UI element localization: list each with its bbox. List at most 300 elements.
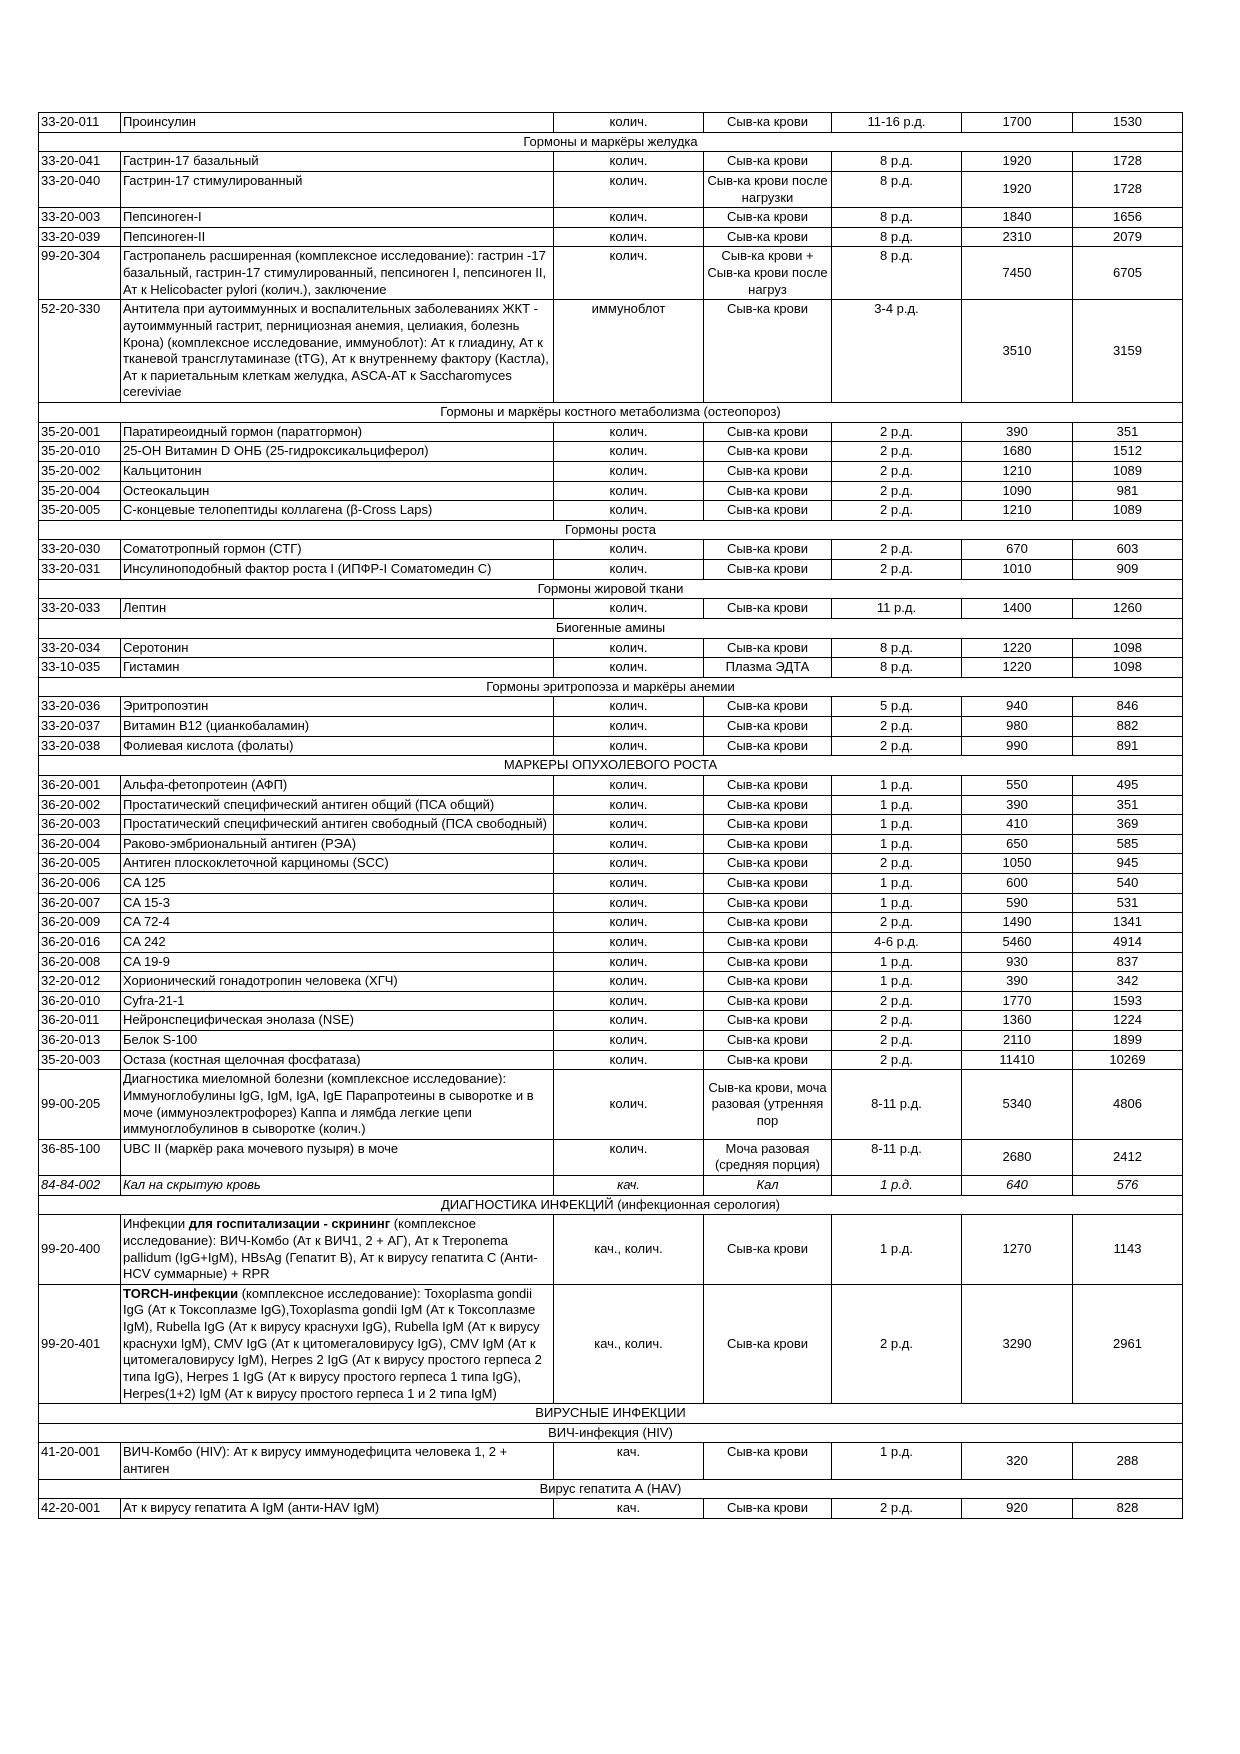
price-base: 7450 — [962, 247, 1073, 300]
test-code: 36-20-006 — [39, 874, 121, 894]
price-base: 600 — [962, 874, 1073, 894]
test-code: 36-20-004 — [39, 834, 121, 854]
test-code: 36-20-002 — [39, 795, 121, 815]
test-name: Антиген плоскоклеточной карциномы (SCC) — [121, 854, 554, 874]
test-name-prefix: Инфекции — [123, 1216, 189, 1232]
test-name-rest: (комплексное исследование): Toxoplasma gondii IgG (Ат к Токсоплазме IgG),Toxoplasma gondii IgM (Ат к Токсоплазме IgM), Rubella IgG (Ат к вирусу краснухи IgG), Rubella IgM (Ат к вирусу краснухи IgM), CMV IgG (Ат к цитомегаловирусу IgG), CMV IgM (Ат к цитомегаловирусу IgM), Herpes 2 IgG (Ат к вирусу простого герпеса 2 типа IgG), Herpes 1 IgG (Ат к вирусу простого герпеса 1 типа IgG), Herpes(1+2) IgM (Ат к вирусу простого герпеса 1 и 2 типа IgM) — [123, 1285, 542, 1401]
table-row — [39, 952, 1183, 972]
table-row — [39, 1031, 1183, 1051]
price-base: 390 — [962, 422, 1073, 442]
price-discount: 10269 — [1073, 1050, 1183, 1070]
test-method: колич. — [554, 952, 704, 972]
test-code: 36-20-008 — [39, 952, 121, 972]
test-term: 1 р.д. — [832, 815, 962, 835]
section-header — [39, 756, 1183, 776]
table-row — [39, 1011, 1183, 1031]
price-discount: 495 — [1073, 775, 1183, 795]
test-term: 2 р.д. — [832, 913, 962, 933]
test-term: 1 р.д. — [832, 1176, 962, 1196]
test-term: 2 р.д. — [832, 854, 962, 874]
test-method: колич. — [554, 815, 704, 835]
price-base: 590 — [962, 893, 1073, 913]
test-code: 99-20-401 — [39, 1284, 121, 1403]
test-name: Простатический специфический антиген свободный (ПСА свободный) — [121, 815, 554, 835]
test-code: 36-20-009 — [39, 913, 121, 933]
test-material: Сыв-ка крови — [704, 461, 832, 481]
test-method: колич. — [554, 1139, 704, 1175]
test-material: Сыв-ка крови — [704, 113, 832, 133]
price-base: 320 — [962, 1443, 1073, 1479]
test-name: Раково-эмбриональный антиген (РЭА) — [121, 834, 554, 854]
test-material: Сыв-ка крови — [704, 1499, 832, 1519]
test-name: Альфа-фетопротеин (АФП) — [121, 775, 554, 795]
price-discount: 342 — [1073, 972, 1183, 992]
test-material: Сыв-ка крови после нагрузки — [704, 171, 832, 207]
test-material: Сыв-ка крови — [704, 1011, 832, 1031]
test-method: колич. — [554, 599, 704, 619]
test-method: колич. — [554, 775, 704, 795]
test-method: колич. — [554, 113, 704, 133]
table-row — [39, 540, 1183, 560]
price-discount: 945 — [1073, 854, 1183, 874]
test-name: Нейронспецифическая энолаза (NSE) — [121, 1011, 554, 1031]
price-base: 1010 — [962, 560, 1073, 580]
price-base: 1050 — [962, 854, 1073, 874]
test-term: 2 р.д. — [832, 540, 962, 560]
test-method: колич. — [554, 152, 704, 172]
test-code: 36-20-010 — [39, 991, 121, 1011]
test-term: 2 р.д. — [832, 1050, 962, 1070]
test-code: 33-20-030 — [39, 540, 121, 560]
test-code: 33-20-033 — [39, 599, 121, 619]
test-name: CA 72-4 — [121, 913, 554, 933]
test-term: 8-11 р.д. — [832, 1070, 962, 1140]
table-row — [39, 227, 1183, 247]
price-base: 1090 — [962, 481, 1073, 501]
table-row — [39, 247, 1183, 300]
test-term: 8 р.д. — [832, 638, 962, 658]
test-method: колич. — [554, 874, 704, 894]
table-row — [39, 893, 1183, 913]
table-row — [39, 152, 1183, 172]
test-code: 33-20-038 — [39, 736, 121, 756]
test-code: 33-20-040 — [39, 171, 121, 207]
section-header — [39, 1195, 1183, 1215]
test-name: UBC II (маркёр рака мочевого пузыря) в моче — [121, 1139, 554, 1175]
test-name-highlight: TORCH-инфекции — [123, 1285, 239, 1301]
section-header — [39, 1479, 1183, 1499]
price-base: 1680 — [962, 442, 1073, 462]
test-material: Моча разовая (средняя порция) — [704, 1139, 832, 1175]
test-name: Гастропанель расширенная (комплексное исследование): гастрин -17 базальный, гастрин-17 стимулированный, пепсиноген I, пепсиноген II, Ат к Helicobacter pylori (колич.), заключение — [121, 247, 554, 300]
price-discount: 2961 — [1073, 1284, 1183, 1403]
section-title: Биогенные амины — [39, 618, 1183, 638]
test-term: 1 р.д. — [832, 775, 962, 795]
test-term: 2 р.д. — [832, 1499, 962, 1519]
test-method: колич. — [554, 540, 704, 560]
price-base: 5460 — [962, 932, 1073, 952]
test-method: колич. — [554, 932, 704, 952]
test-material: Сыв-ка крови — [704, 834, 832, 854]
table-row — [39, 795, 1183, 815]
price-base: 1220 — [962, 638, 1073, 658]
test-material: Сыв-ка крови — [704, 1215, 832, 1285]
table-row — [39, 736, 1183, 756]
price-discount: 1089 — [1073, 501, 1183, 521]
price-base: 1840 — [962, 208, 1073, 228]
test-material: Сыв-ка крови — [704, 1284, 832, 1403]
test-name: Эритропоэтин — [121, 697, 554, 717]
table-row — [39, 113, 1183, 133]
test-name: Остеокальцин — [121, 481, 554, 501]
price-discount: 1899 — [1073, 1031, 1183, 1051]
price-base: 410 — [962, 815, 1073, 835]
test-term: 2 р.д. — [832, 1031, 962, 1051]
test-name: Пепсиноген-II — [121, 227, 554, 247]
price-base: 940 — [962, 697, 1073, 717]
section-title: ВИРУСНЫЕ ИНФЕКЦИИ — [39, 1404, 1183, 1424]
table-row — [39, 1070, 1183, 1140]
test-name-rest: (комплексное исследование): ВИЧ-Комбо (Ат к ВИЧ1, 2 + АГ), Ат к Treponema pallidum (IgG+IgM), HBsAg (Гепатит В), Ат к вирусу гепатита С (Анти-HCV суммарные) + RPR — [123, 1216, 538, 1282]
table-row — [39, 834, 1183, 854]
test-name: Пепсиноген-I — [121, 208, 554, 228]
test-material: Сыв-ка крови — [704, 481, 832, 501]
test-code: 33-20-003 — [39, 208, 121, 228]
section-title: ВИЧ-инфекция (HIV) — [39, 1423, 1183, 1443]
test-term: 4-6 р.д. — [832, 932, 962, 952]
table-row — [39, 560, 1183, 580]
test-method: иммуноблот — [554, 300, 704, 403]
price-discount: 1530 — [1073, 113, 1183, 133]
test-code: 33-20-031 — [39, 560, 121, 580]
test-method: колич. — [554, 1011, 704, 1031]
table-row — [39, 442, 1183, 462]
test-name: Соматотропный гормон (СТГ) — [121, 540, 554, 560]
test-material: Сыв-ка крови — [704, 874, 832, 894]
test-code: 36-20-011 — [39, 1011, 121, 1031]
table-row — [39, 481, 1183, 501]
test-name: Простатический специфический антиген общий (ПСА общий) — [121, 795, 554, 815]
test-code: 36-20-007 — [39, 893, 121, 913]
test-method: колич. — [554, 501, 704, 521]
test-material: Сыв-ка крови — [704, 152, 832, 172]
test-method: колич. — [554, 442, 704, 462]
table-row — [39, 1499, 1183, 1519]
table-row — [39, 501, 1183, 521]
test-name: Ат к вирусу гепатита А IgM (анти-HAV IgM) — [121, 1499, 554, 1519]
test-code: 99-20-304 — [39, 247, 121, 300]
table-row — [39, 208, 1183, 228]
test-name: 25-ОН Витамин D ОНБ (25-гидроксикальциферол) — [121, 442, 554, 462]
test-name — [121, 1284, 554, 1403]
test-term: 8 р.д. — [832, 227, 962, 247]
test-code: 36-20-001 — [39, 775, 121, 795]
test-name: С-концевые телопептиды коллагена (β-Cross Laps) — [121, 501, 554, 521]
test-code: 32-20-012 — [39, 972, 121, 992]
test-name — [121, 1215, 554, 1285]
test-term: 2 р.д. — [832, 422, 962, 442]
test-code: 35-20-003 — [39, 1050, 121, 1070]
table-row — [39, 717, 1183, 737]
table-body — [39, 113, 1183, 1519]
price-discount: 1656 — [1073, 208, 1183, 228]
test-name: Остаза (костная щелочная фосфатаза) — [121, 1050, 554, 1070]
table-row — [39, 932, 1183, 952]
test-code: 33-20-037 — [39, 717, 121, 737]
test-name-highlight: для госпитализации - скрининг — [188, 1216, 391, 1232]
test-material: Сыв-ка крови + Сыв-ка крови после нагруз — [704, 247, 832, 300]
section-title: МАРКЕРЫ ОПУХОЛЕВОГО РОСТА — [39, 756, 1183, 776]
test-material: Сыв-ка крови — [704, 227, 832, 247]
price-discount: 1728 — [1073, 171, 1183, 207]
section-header — [39, 520, 1183, 540]
test-code: 36-20-013 — [39, 1031, 121, 1051]
price-base: 640 — [962, 1176, 1073, 1196]
test-term: 1 р.д. — [832, 893, 962, 913]
price-discount: 2412 — [1073, 1139, 1183, 1175]
test-material: Сыв-ка крови — [704, 952, 832, 972]
price-discount: 1089 — [1073, 461, 1183, 481]
test-code: 36-20-003 — [39, 815, 121, 835]
test-material: Сыв-ка крови, моча разовая (утренняя пор — [704, 1070, 832, 1140]
test-code: 33-10-035 — [39, 658, 121, 678]
price-discount: 4914 — [1073, 932, 1183, 952]
price-base: 1360 — [962, 1011, 1073, 1031]
test-term: 2 р.д. — [832, 991, 962, 1011]
test-name: ВИЧ-Комбо (HIV): Ат к вирусу иммунодефицита человека 1, 2 + антиген — [121, 1443, 554, 1479]
test-material: Сыв-ка крови — [704, 854, 832, 874]
test-name: Серотонин — [121, 638, 554, 658]
test-code: 33-20-034 — [39, 638, 121, 658]
section-header — [39, 579, 1183, 599]
test-material: Сыв-ка крови — [704, 736, 832, 756]
test-code: 33-20-039 — [39, 227, 121, 247]
test-code: 99-00-205 — [39, 1070, 121, 1140]
test-material: Сыв-ка крови — [704, 560, 832, 580]
test-method: колич. — [554, 834, 704, 854]
table-row — [39, 913, 1183, 933]
test-term: 8 р.д. — [832, 152, 962, 172]
test-name: Гистамин — [121, 658, 554, 678]
test-name: Паратиреоидный гормон (паратгормон) — [121, 422, 554, 442]
test-name: Диагностика миеломной болезни (комплексное исследование): Иммуноглобулины IgG, IgM, IgA, IgE Парапротеины в сыворотке и в моче (иммуноэлектрофорез) Каппа и лямбда легкие цепи иммуноглобулинов в сыворотке (колич.) — [121, 1070, 554, 1140]
test-method: кач., колич. — [554, 1215, 704, 1285]
table-row — [39, 658, 1183, 678]
test-method: кач., колич. — [554, 1284, 704, 1403]
test-term: 2 р.д. — [832, 481, 962, 501]
price-discount: 837 — [1073, 952, 1183, 972]
table-row — [39, 1176, 1183, 1196]
test-term: 2 р.д. — [832, 461, 962, 481]
table-row — [39, 1050, 1183, 1070]
price-base: 2680 — [962, 1139, 1073, 1175]
price-base: 1700 — [962, 113, 1073, 133]
test-code: 35-20-002 — [39, 461, 121, 481]
test-method: колич. — [554, 560, 704, 580]
test-material: Сыв-ка крови — [704, 442, 832, 462]
test-method: колич. — [554, 717, 704, 737]
price-base: 2110 — [962, 1031, 1073, 1051]
test-name: Кальцитонин — [121, 461, 554, 481]
test-term: 8 р.д. — [832, 247, 962, 300]
test-name: Хорионический гонадотропин человека (ХГЧ) — [121, 972, 554, 992]
table-row — [39, 300, 1183, 403]
test-name: CA 125 — [121, 874, 554, 894]
test-method: колич. — [554, 1050, 704, 1070]
test-method: колич. — [554, 247, 704, 300]
price-discount: 369 — [1073, 815, 1183, 835]
test-term: 1 р.д. — [832, 834, 962, 854]
test-name: Лептин — [121, 599, 554, 619]
price-discount: 1260 — [1073, 599, 1183, 619]
test-material: Сыв-ка крови — [704, 599, 832, 619]
test-material: Сыв-ка крови — [704, 932, 832, 952]
test-code: 36-85-100 — [39, 1139, 121, 1175]
test-term: 8 р.д. — [832, 658, 962, 678]
test-code: 35-20-005 — [39, 501, 121, 521]
test-material: Сыв-ка крови — [704, 208, 832, 228]
price-discount: 540 — [1073, 874, 1183, 894]
test-code: 36-20-016 — [39, 932, 121, 952]
test-material: Сыв-ка крови — [704, 972, 832, 992]
table-row — [39, 1215, 1183, 1285]
price-discount: 576 — [1073, 1176, 1183, 1196]
section-header — [39, 1404, 1183, 1424]
price-base: 920 — [962, 1499, 1073, 1519]
test-material: Сыв-ка крови — [704, 697, 832, 717]
test-material: Плазма ЭДТА — [704, 658, 832, 678]
price-base: 650 — [962, 834, 1073, 854]
test-code: 33-20-041 — [39, 152, 121, 172]
price-discount: 1341 — [1073, 913, 1183, 933]
test-code: 36-20-005 — [39, 854, 121, 874]
test-code: 33-20-036 — [39, 697, 121, 717]
test-material: Сыв-ка крови — [704, 815, 832, 835]
test-code: 35-20-004 — [39, 481, 121, 501]
price-base: 990 — [962, 736, 1073, 756]
table-row — [39, 991, 1183, 1011]
test-method: колич. — [554, 461, 704, 481]
test-term: 2 р.д. — [832, 1284, 962, 1403]
price-base: 1920 — [962, 152, 1073, 172]
test-term: 2 р.д. — [832, 442, 962, 462]
price-base: 980 — [962, 717, 1073, 737]
table-row — [39, 697, 1183, 717]
price-base: 390 — [962, 795, 1073, 815]
section-title: Гормоны эритропоэза и маркёры анемии — [39, 677, 1183, 697]
test-name: Инсулиноподобный фактор роста I (ИПФР-I Соматомедин С) — [121, 560, 554, 580]
price-discount: 1098 — [1073, 658, 1183, 678]
price-base: 11410 — [962, 1050, 1073, 1070]
test-term: 8-11 р.д. — [832, 1139, 962, 1175]
test-method: колич. — [554, 736, 704, 756]
test-term: 1 р.д. — [832, 1215, 962, 1285]
test-material: Кал — [704, 1176, 832, 1196]
table-row — [39, 171, 1183, 207]
test-term: 5 р.д. — [832, 697, 962, 717]
price-discount: 1593 — [1073, 991, 1183, 1011]
test-name: Витамин В12 (цианкобаламин) — [121, 717, 554, 737]
test-term: 2 р.д. — [832, 736, 962, 756]
test-method: колич. — [554, 658, 704, 678]
price-base: 1920 — [962, 171, 1073, 207]
test-code: 35-20-010 — [39, 442, 121, 462]
price-base: 1220 — [962, 658, 1073, 678]
test-code: 35-20-001 — [39, 422, 121, 442]
test-material: Сыв-ка крови — [704, 1050, 832, 1070]
price-base: 670 — [962, 540, 1073, 560]
test-method: колич. — [554, 795, 704, 815]
test-method: колич. — [554, 893, 704, 913]
price-discount: 1143 — [1073, 1215, 1183, 1285]
test-code: 84-84-002 — [39, 1176, 121, 1196]
table-row — [39, 972, 1183, 992]
table-row — [39, 422, 1183, 442]
test-name: Фолиевая кислота (фолаты) — [121, 736, 554, 756]
table-row — [39, 1139, 1183, 1175]
section-title: Гормоны и маркёры желудка — [39, 132, 1183, 152]
price-discount: 6705 — [1073, 247, 1183, 300]
section-title: Вирус гепатита А (HAV) — [39, 1479, 1183, 1499]
section-title: Гормоны жировой ткани — [39, 579, 1183, 599]
price-base: 930 — [962, 952, 1073, 972]
test-code: 41-20-001 — [39, 1443, 121, 1479]
price-discount: 351 — [1073, 795, 1183, 815]
price-discount: 288 — [1073, 1443, 1183, 1479]
price-base: 1770 — [962, 991, 1073, 1011]
test-method: колич. — [554, 638, 704, 658]
test-method: колич. — [554, 208, 704, 228]
table-row — [39, 815, 1183, 835]
test-term: 2 р.д. — [832, 717, 962, 737]
price-discount: 828 — [1073, 1499, 1183, 1519]
test-term: 2 р.д. — [832, 560, 962, 580]
test-name: Гастрин-17 стимулированный — [121, 171, 554, 207]
test-term: 1 р.д. — [832, 1443, 962, 1479]
test-method: колич. — [554, 1070, 704, 1140]
test-method: колич. — [554, 854, 704, 874]
test-method: кач. — [554, 1443, 704, 1479]
test-term: 8 р.д. — [832, 208, 962, 228]
test-method: колич. — [554, 913, 704, 933]
test-material: Сыв-ка крови — [704, 501, 832, 521]
test-name: Антитела при аутоиммунных и воспалительных заболеваниях ЖКТ - аутоиммунный гастрит, пернициозная анемия, целиакия, болезнь Крона) (комплексное исследование, иммуноблот): Ат к глиадину, Ат к тканевой трансглутаминазе (tTG), Ат к внутреннему фактору (Кастла), Ат к париетальным клеткам желудка, ASCA-AT к Saccharomyces cereviviae — [121, 300, 554, 403]
section-title: Гормоны роста — [39, 520, 1183, 540]
price-discount: 981 — [1073, 481, 1183, 501]
price-base: 5340 — [962, 1070, 1073, 1140]
test-material: Сыв-ка крови — [704, 1443, 832, 1479]
price-base: 1210 — [962, 501, 1073, 521]
price-base: 390 — [962, 972, 1073, 992]
test-term: 2 р.д. — [832, 501, 962, 521]
price-discount: 1224 — [1073, 1011, 1183, 1031]
price-base: 1270 — [962, 1215, 1073, 1285]
test-method: колич. — [554, 991, 704, 1011]
test-method: колич. — [554, 1031, 704, 1051]
price-discount: 603 — [1073, 540, 1183, 560]
table-row — [39, 1284, 1183, 1403]
test-name: CA 19-9 — [121, 952, 554, 972]
test-term: 11-16 р.д. — [832, 113, 962, 133]
test-material: Сыв-ка крови — [704, 775, 832, 795]
test-method: колич. — [554, 481, 704, 501]
test-method: колич. — [554, 171, 704, 207]
test-code: 33-20-011 — [39, 113, 121, 133]
table-row — [39, 461, 1183, 481]
table-row — [39, 638, 1183, 658]
test-term: 8 р.д. — [832, 171, 962, 207]
price-base: 3510 — [962, 300, 1073, 403]
